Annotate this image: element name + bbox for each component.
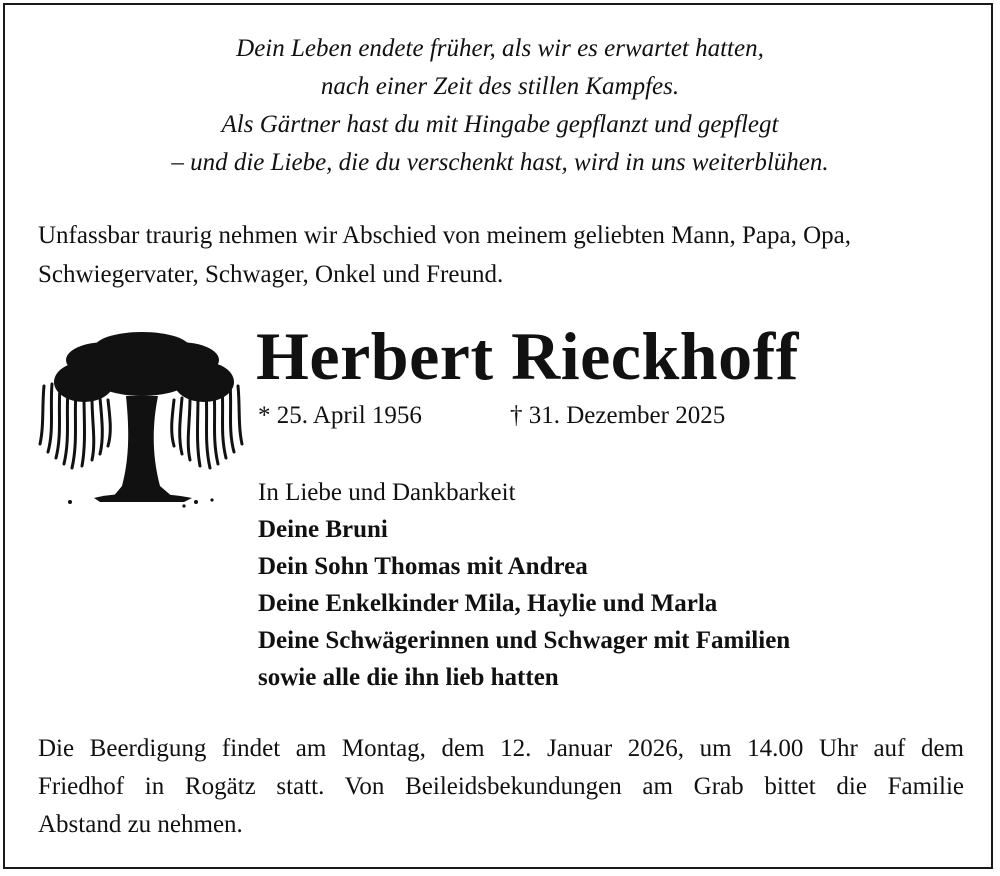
mourner-line: Deine Bruni: [258, 516, 388, 543]
life-dates: [258, 398, 726, 434]
death-date: † 31. Dezember 2025: [510, 402, 726, 429]
funeral-notice: [38, 730, 964, 844]
farewell-intro: [38, 216, 968, 294]
birth-date: * 25. April 1956: [258, 402, 422, 429]
poem-line: nach einer Zeit des stillen Kampfes.: [320, 73, 680, 100]
poem-line: Dein Leben endete früher, als wir es erwartet hatten,: [236, 35, 764, 62]
weeping-willow-tree-icon: [34, 326, 244, 516]
mourner-line: sowie alle die ihn lieb hatten: [258, 664, 559, 691]
poem-line: Als Gärtner hast du mit Hingabe gepflanzt und gepflegt: [221, 111, 779, 138]
funeral-line: Die Beerdigung findet am Montag, dem 12. Januar 2026, um 14.00 Uhr auf dem: [38, 735, 964, 762]
memorial-poem: [0, 30, 1000, 182]
mourner-line: Deine Enkelkinder Mila, Haylie und Marla: [258, 590, 718, 617]
mourner-line: Deine Schwägerinnen und Schwager mit Familien: [258, 627, 791, 654]
mourners-list: [258, 474, 790, 696]
funeral-line: Friedhof in Rogätz statt. Von Beileidsbekundungen am Grab bittet die Familie: [38, 773, 964, 800]
mourners-heading: In Liebe und Dankbarkeit: [258, 479, 516, 506]
deceased-name: Herbert Rieckhoff: [256, 318, 799, 394]
intro-line: Schwiegervater, Schwager, Onkel und Freund.: [38, 261, 504, 288]
funeral-line: Abstand zu nehmen.: [38, 811, 243, 838]
intro-line: Unfassbar traurig nehmen wir Abschied von meinem geliebten Mann, Papa, Opa,: [38, 222, 851, 249]
poem-line: – und die Liebe, die du verschenkt hast, wird in uns weiterblühen.: [171, 149, 829, 176]
mourner-line: Dein Sohn Thomas mit Andrea: [258, 553, 588, 580]
